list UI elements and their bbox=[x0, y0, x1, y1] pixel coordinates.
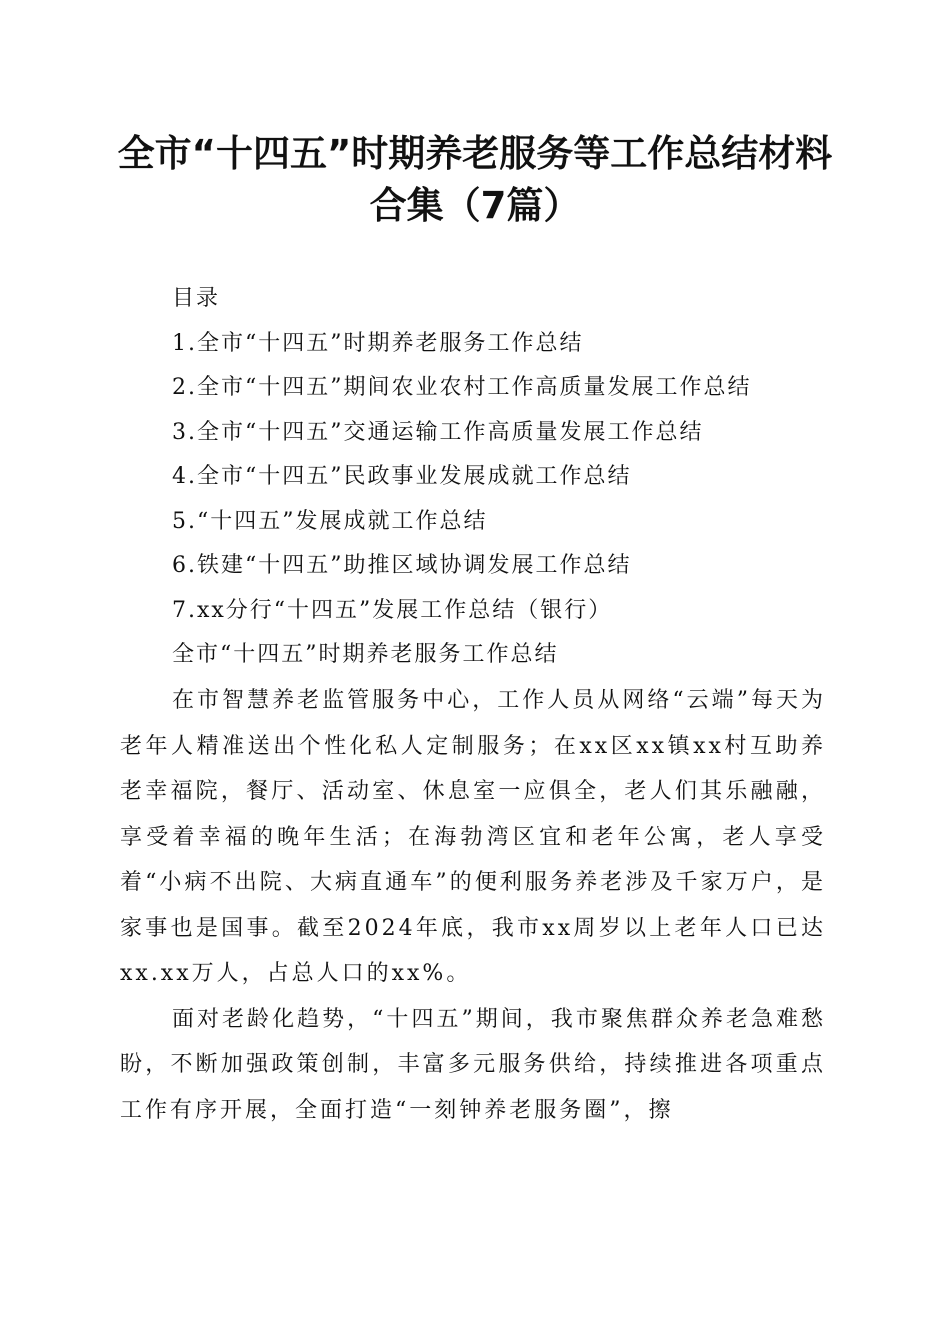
section-title: 全市“十四五”时期养老服务工作总结 bbox=[172, 642, 559, 667]
toc-item-1: 1.全市“十四五”时期养老服务工作总结 bbox=[172, 330, 584, 356]
title-line-2: 合集（7篇） bbox=[369, 184, 581, 227]
body-paragraph-1: 在市智慧养老监管服务中心，工作人员从网络“云端”每天为老年人精准送出个性化私人定制服务；在xx区xx镇xx村互助养老幸福院，餐厅、活动室、休息室一应俱全，老人们其乐融融，享受着幸福的晚年生活；在海勃湾区宜和老年公寓，老人享受着“小病不出院、大病直通车”的便利服务养老涉及千家万户，是家事也是国事。截至2024年底，我市xx周岁以上老年人口已达xx.xx万人，占总人口的xx%。 bbox=[120, 688, 826, 986]
body-paragraph-2: 面对老龄化趋势，“十四五”期间，我市聚焦群众养老急难愁盼，不断加强政策创制，丰富多元服务供给，持续推进各项重点工作有序开展，全面打造“一刻钟养老服务圈”，擦 bbox=[120, 1006, 826, 1123]
title-line-1: 全市“十四五”时期养老服务等工作总结材料 bbox=[117, 132, 833, 175]
toc-item-3: 3.全市“十四五”交通运输工作高质量发展工作总结 bbox=[172, 419, 704, 445]
toc-heading: 目录 bbox=[172, 286, 221, 311]
toc-item-4: 4.全市“十四五”民政事业发展成就工作总结 bbox=[172, 464, 632, 489]
document-title bbox=[100, 128, 850, 232]
table-of-contents bbox=[172, 277, 852, 678]
document-body bbox=[120, 678, 826, 1133]
toc-item-6: 6.铁建“十四五”助推区域协调发展工作总结 bbox=[172, 553, 632, 578]
toc-item-7: 7.xx分行“十四五”发展工作总结（银行） bbox=[172, 597, 613, 623]
toc-item-5: 5.“十四五”发展成就工作总结 bbox=[172, 508, 488, 534]
toc-item-2: 2.全市“十四五”期间农业农村工作高质量发展工作总结 bbox=[172, 375, 752, 400]
